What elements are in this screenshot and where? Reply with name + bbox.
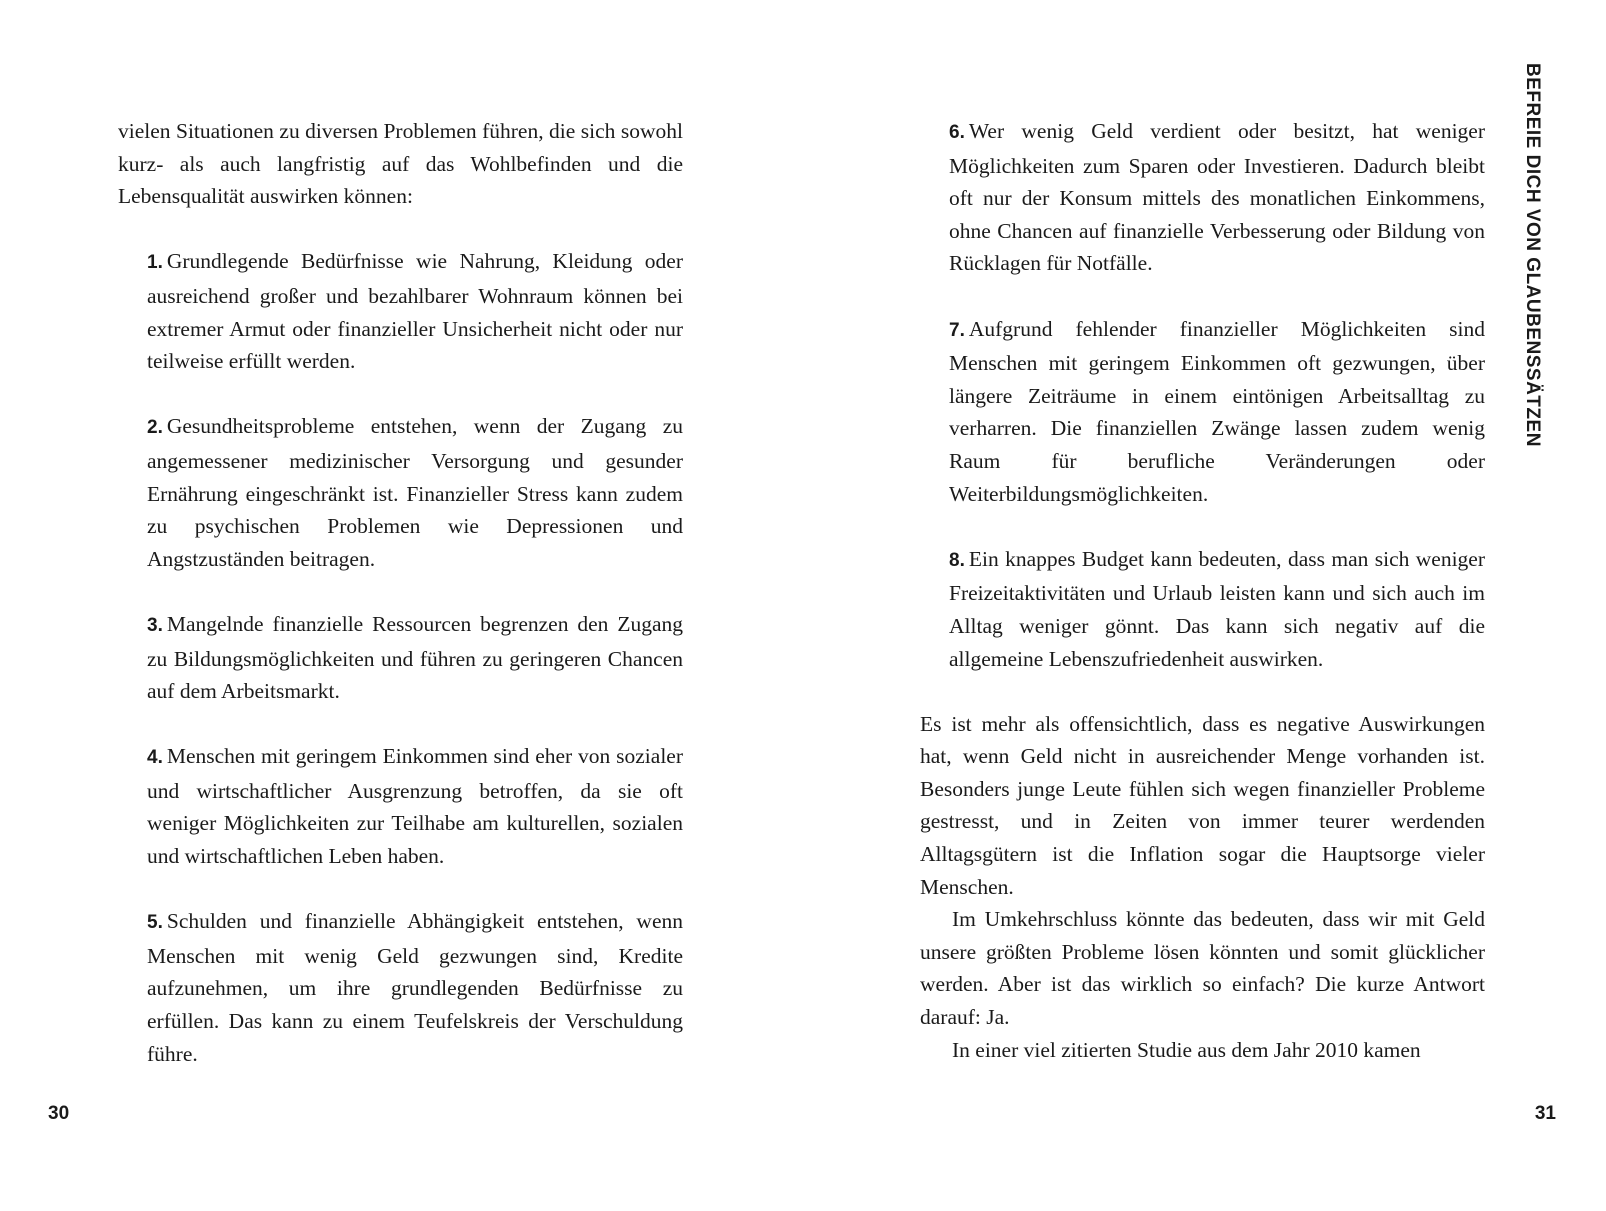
list-item-8 (920, 543, 1485, 675)
right-page (803, 0, 1606, 1211)
list-number: 8. (949, 549, 965, 571)
list-text: Schulden und finanzielle Abhängigkeit entstehen, wenn Menschen mit wenig Geld gezwungen sind, Kredite aufzunehmen, um ihre grundlegenden Bedürfnisse zu erfüllen. Das kann zu einem Teufelskreis der Verschuldung führe. (147, 909, 683, 1066)
left-text-column (118, 115, 683, 1070)
list-number: 1. (147, 252, 163, 274)
list-continued (920, 115, 1485, 675)
list-number: 5. (147, 912, 163, 934)
list-number: 7. (949, 319, 965, 341)
body-paragraph-1: Es ist mehr als offensichtlich, dass es negative Auswirkungen hat, wenn Geld nicht in ausreichender Menge vorhanden ist. Besonders junge Leute fühlen sich wegen finanzieller Probleme gestresst, und in Zeiten von immer teurer werdenden Alltagsgütern ist die Inflation sogar die Hauptsorge vieler Menschen. (920, 711, 1485, 899)
list-text: Gesundheitsprobleme entstehen, wenn der Zugang zu angemessener medizinischer Versorgung und gesunder Ernährung eingeschränkt ist. Finanzieller Stress kann zudem zu psychischen Problemen wie Depressionen und Angstzuständen beitragen. (147, 414, 683, 571)
list-text: Aufgrund fehlender finanzieller Möglichkeiten sind Menschen mit geringem Einkommen oft gezwungen, über längere Zeiträume in einem eintönigen Arbeitsalltag zu verharren. Die finanziellen Zwänge lassen zudem wenig Raum für berufliche Veränderungen oder Weiterbildungsmöglichkeiten. (949, 316, 1485, 506)
list-item-3 (118, 608, 683, 708)
intro-paragraph: vielen Situationen zu diversen Problemen führen, die sich sowohl kurz- als auch langfristig auf das Wohlbefinden und die Lebensqualität auswirken können: (118, 119, 683, 209)
right-text-column (920, 115, 1485, 1066)
list-number: 2. (147, 417, 163, 439)
list-item-7 (920, 313, 1485, 511)
list-item-4 (118, 740, 683, 872)
running-head: BEFREIE DICH VON GLAUBENSSÄTZEN (1522, 63, 1543, 447)
list-item-6 (920, 115, 1485, 280)
list-item-1 (118, 245, 683, 377)
list-number: 4. (147, 747, 163, 769)
list-text: Menschen mit geringem Einkommen sind eher von sozialer und wirtschaftlicher Ausgrenzung betroffen, da sie oft weniger Möglichkeiten zur Teilhabe am kulturellen, sozialen und wirtschaftlichen Leben haben. (147, 744, 683, 869)
page-number-left: 30 (48, 1103, 70, 1124)
list-item-5 (118, 905, 683, 1070)
body-paragraph-2: Im Umkehrschluss könnte das bedeuten, dass wir mit Geld unsere größten Probleme lösen könnten und somit glücklicher werden. Aber ist das wirklich so einfach? Die kurze Antwort darauf: Ja. (920, 907, 1485, 1030)
list-text: Wer wenig Geld verdient oder besitzt, hat weniger Möglichkeiten zum Sparen oder Investieren. Dadurch bleibt oft nur der Konsum mittels des monatlichen Einkommens, ohne Chancen auf finanzielle Verbesserung oder Bildung von Rücklagen für Notfälle. (949, 119, 1485, 276)
list-text: Grundlegende Bedürfnisse wie Nahrung, Kleidung oder ausreichend großer und bezahlbarer Wohnraum können bei extremer Armut oder finanzieller Unsicherheit nicht oder nur teilweise erfüllt werden. (147, 249, 683, 374)
list-item-2 (118, 410, 683, 575)
body-paragraph-3: In einer viel zitierten Studie aus dem Jahr 2010 kamen (952, 1037, 1421, 1062)
page-number-right: 31 (1534, 1103, 1556, 1124)
list-text: Ein knappes Budget kann bedeuten, dass man sich weniger Freizeitaktivitäten und Urlaub leisten kann und sich auch im Alltag weniger gönnt. Das kann sich negativ auf die allgemeine Lebenszufriedenheit auswirken. (949, 546, 1485, 671)
list-number: 6. (949, 122, 965, 143)
list-text: Mangelnde finanzielle Ressourcen begrenzen den Zugang zu Bildungsmöglichkeiten und führen zu geringeren Chancen auf dem Arbeitsmarkt. (147, 611, 683, 704)
list-number: 3. (147, 614, 163, 636)
